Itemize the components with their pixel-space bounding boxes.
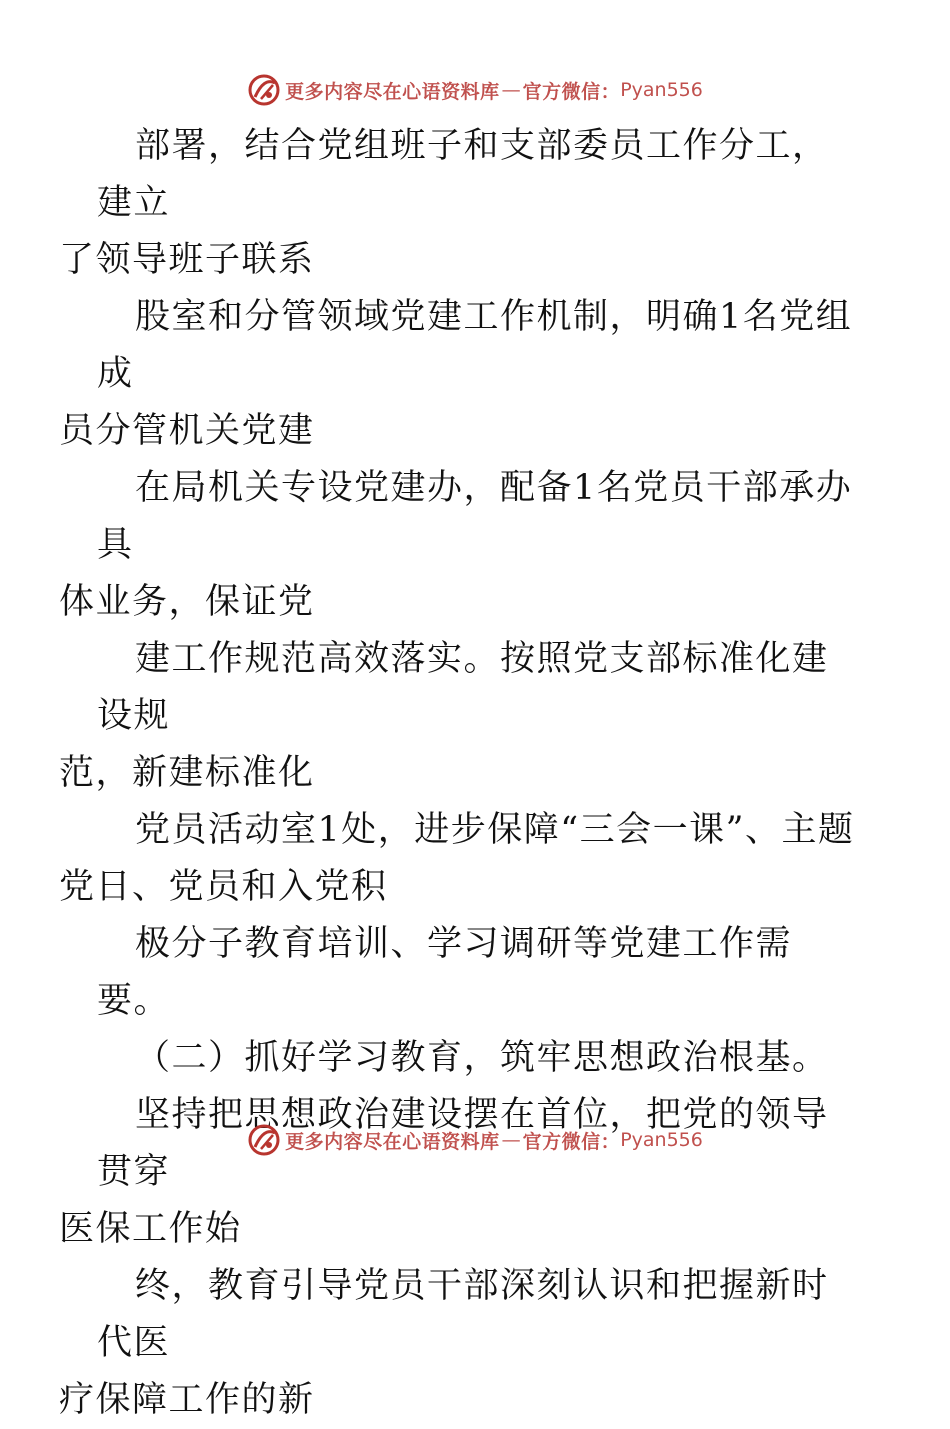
banner-label: 官方微信： (522, 1130, 621, 1153)
header-watermark-banner (0, 70, 950, 110)
paragraph (97, 916, 857, 1030)
banner-text: 更多内容尽在心语资料库 (285, 1130, 500, 1153)
banner-text: 更多内容尽在心语资料库 (285, 80, 500, 103)
paragraph (59, 802, 857, 916)
paragraph-line: 疗保障工作的新 (59, 1380, 315, 1420)
paragraph (59, 631, 857, 802)
paragraph-line: 党日、党员和入党积 (59, 867, 388, 907)
footer-watermark-banner (0, 1120, 950, 1160)
paragraph-line: 了领导班子联系 (59, 240, 315, 280)
paragraph-line: 员分管机关党建 (59, 411, 315, 451)
paragraph (59, 289, 857, 460)
paragraph-line: 终，教育引导党员干部深刻认识和把握新时代医 (97, 1266, 829, 1363)
brand-logo-icon (247, 1123, 281, 1157)
paragraph-line: 股室和分管领域党建工作机制，明确1名党组成 (97, 297, 853, 394)
brand-logo-icon (247, 73, 281, 107)
paragraph-line: 坚持把思想政治建设摆在首位，把党的领导贯穿 (97, 1095, 829, 1192)
section-heading (97, 1030, 857, 1087)
paragraph-line: 党员活动室1处，进步保障“三会一课”、主题 (135, 810, 855, 850)
banner-id: Pyan556 (620, 1129, 703, 1151)
paragraph (59, 1258, 857, 1429)
paragraph-line: 极分子教育培训、学习调研等党建工作需要。 (97, 924, 793, 1021)
paragraph (59, 460, 857, 631)
banner-label: 官方微信： (522, 80, 621, 103)
paragraph (59, 118, 857, 289)
banner-separator: — (501, 1129, 521, 1151)
banner-separator: — (501, 79, 521, 101)
paragraph-line: 医保工作始 (59, 1209, 242, 1249)
paragraph-line: 部署，结合党组班子和支部委员工作分工，建立 (97, 126, 829, 223)
document-body (59, 118, 857, 1429)
paragraph-line: 范，新建标准化 (59, 753, 315, 793)
paragraph-line: （二）抓好学习教育，筑牢思想政治根基。 (135, 1038, 829, 1078)
paragraph-line: 在局机关专设党建办，配备1名党员干部承办具 (97, 468, 853, 565)
paragraph (59, 1087, 857, 1258)
banner-id: Pyan556 (620, 79, 703, 101)
paragraph-line: 建工作规范高效落实。按照党支部标准化建设规 (97, 639, 829, 736)
paragraph-line: 体业务，保证党 (59, 582, 315, 622)
